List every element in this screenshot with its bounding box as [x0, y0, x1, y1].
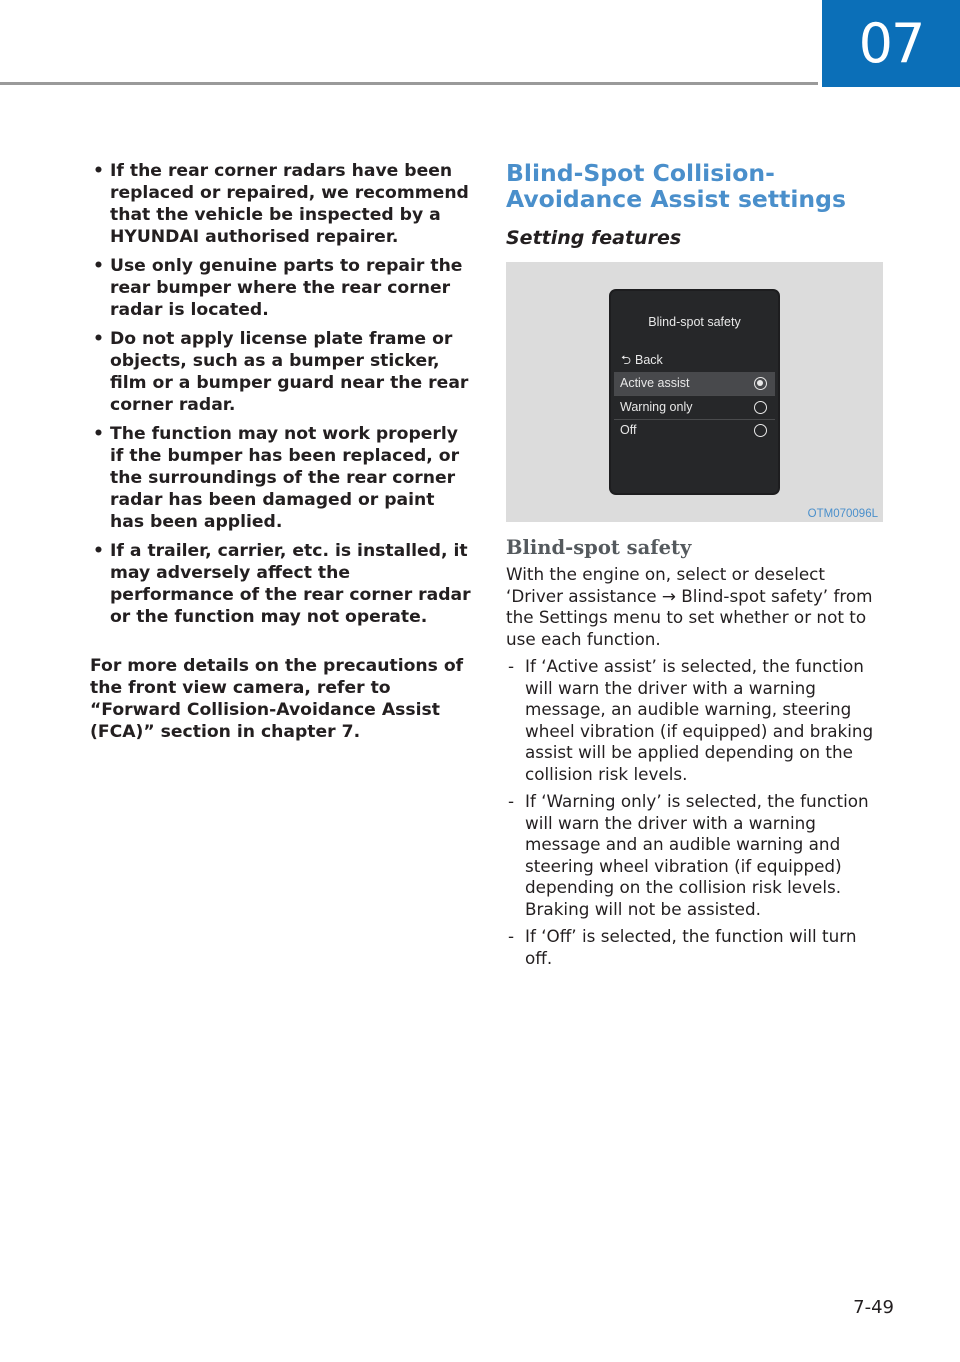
- radio-empty-icon: [754, 401, 767, 414]
- option-warning-only: Warning only: [614, 396, 775, 420]
- radio-selected-icon: [754, 377, 767, 390]
- chapter-tab: [822, 0, 960, 87]
- list-item: - If ‘Off’ is selected, the function will turn off.: [508, 926, 857, 968]
- list-item: • The function may not work properly if the bumper has been replaced, or the surroundings of the rear corner radar has been damaged or paint has been applied.: [93, 424, 460, 532]
- caution-list: [90, 160, 472, 628]
- cluster-screen: [611, 291, 778, 493]
- option-active-assist: Active assist: [614, 372, 775, 396]
- left-column: [90, 160, 472, 743]
- reference-note: For more details on the precautions of the front view camera, refer to “Forward Collision-Avoidance Assist (FCA)” section in chapter 7.: [90, 656, 464, 742]
- figure-code: OTM070096L: [807, 508, 878, 520]
- section-title: Blind-Spot Collision-Avoidance Assist settings: [506, 159, 846, 213]
- page-number: 7-49: [853, 1297, 894, 1318]
- option-off: Off: [614, 419, 775, 443]
- subsection-title: Setting features: [506, 227, 682, 249]
- screen-title: Blind-spot safety: [648, 315, 741, 329]
- list-item: - If ‘Active assist’ is selected, the function will warn the driver with a warning message, an audible warning, steering wheel vibration (if equipped) and braking assist will be applied depending on the collision risk levels.: [508, 656, 874, 784]
- right-column: [506, 160, 886, 975]
- function-title: Blind-spot safety: [506, 536, 692, 559]
- option-descriptions: [506, 656, 886, 969]
- header-rule: [0, 82, 818, 85]
- settings-figure: [506, 262, 883, 522]
- list-item: • If the rear corner radars have been replaced or repaired, we recommend that the vehicle be inspected by a HYUNDAI authorised repairer.: [93, 161, 469, 247]
- list-item: • If a trailer, carrier, etc. is installed, it may adversely affect the performance of the rear corner radar or the function may not operate.: [93, 541, 471, 627]
- list-item: - If ‘Warning only’ is selected, the function will warn the driver with a warning message and an audible warning and steering wheel vibration (if equipped) depending on the collision risk levels. Braking will not be assisted.: [508, 791, 869, 919]
- back-item: ⮌ Back: [621, 353, 663, 367]
- intro-text: With the engine on, select or deselect ‘Driver assistance → Blind-spot safety’ from the Settings menu to set whether or not to use each function.: [506, 564, 873, 649]
- list-item: • Use only genuine parts to repair the rear bumper where the rear corner radar is located.: [93, 256, 463, 320]
- chapter-number: 07: [858, 12, 924, 75]
- list-item: • Do not apply license plate frame or objects, such as a bumper sticker, film or a bumper guard near the rear corner radar.: [93, 329, 469, 415]
- radio-empty-icon: [754, 424, 767, 437]
- back-arrow-icon: ⮌: [621, 353, 632, 367]
